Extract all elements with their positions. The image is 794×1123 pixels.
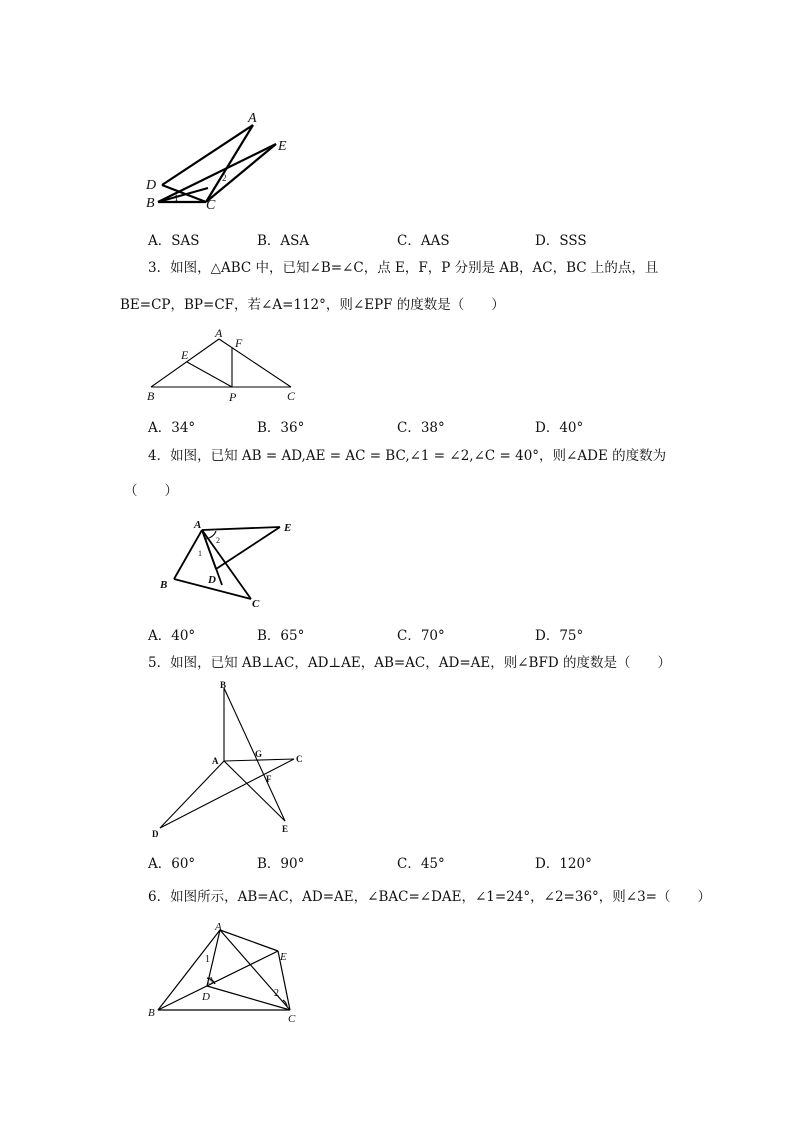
q4-option-c[interactable]: C．70° bbox=[397, 628, 445, 644]
q5-line-dc bbox=[160, 759, 294, 828]
q5-label-b: B bbox=[220, 680, 227, 690]
q5-line-ac bbox=[224, 759, 294, 761]
q3-option-d[interactable]: D．40° bbox=[535, 420, 584, 436]
q3-label-a: A bbox=[215, 326, 223, 340]
q4-label-a: A bbox=[194, 519, 202, 531]
q6-label-a: A bbox=[215, 921, 222, 933]
q2-line-ac bbox=[206, 125, 253, 202]
q3-line-ab bbox=[151, 339, 219, 387]
q3-option-a[interactable]: A．34° bbox=[148, 420, 196, 436]
q2-label-c: C bbox=[206, 198, 216, 213]
q3-label-c: C bbox=[287, 389, 296, 403]
q4-line-de bbox=[216, 527, 280, 569]
q5-label-g: G bbox=[255, 749, 263, 759]
q4-stem-line1: 4．如图，已知 AB = AD,AE = AC = BC,∠1 = ∠2,∠C = 40°，则∠ADE 的度数为 bbox=[148, 448, 667, 464]
q6-label-d: D bbox=[202, 991, 210, 1003]
q3-label-b: B bbox=[147, 389, 155, 403]
q3-label-f: F bbox=[235, 336, 243, 350]
q5-option-d[interactable]: D．120° bbox=[535, 856, 592, 872]
q2-label-a: A bbox=[248, 111, 257, 126]
q2-option-c[interactable]: C．AAS bbox=[397, 233, 450, 249]
q2-angle-2: 2 bbox=[222, 173, 227, 183]
q5-label-f: F bbox=[266, 774, 272, 784]
q3-label-p: P bbox=[229, 390, 237, 404]
q4-angle-2: 2 bbox=[216, 536, 220, 545]
q4-stem-line2: （ ） bbox=[124, 483, 178, 499]
q4-label-c: C bbox=[252, 598, 260, 610]
q4-option-b[interactable]: B．65° bbox=[257, 628, 305, 644]
q5-label-d: D bbox=[152, 829, 159, 839]
q4-option-a[interactable]: A．40° bbox=[148, 628, 196, 644]
q4-option-d[interactable]: D．75° bbox=[535, 628, 584, 644]
q6-label-b: B bbox=[148, 1007, 155, 1019]
q4-line-ae bbox=[202, 527, 280, 530]
q3-figure bbox=[140, 326, 310, 406]
q2-option-d[interactable]: D．SSS bbox=[535, 233, 587, 249]
q3-stem-line1: 3．如图，△ABC 中，已知∠B=∠C，点 E，F，P 分别是 AB，AC，BC 上的点，且 bbox=[148, 260, 659, 276]
q3-line-ac bbox=[219, 339, 291, 387]
q3-line-ep bbox=[187, 362, 232, 387]
q2-line-da bbox=[162, 125, 253, 185]
q2-label-e: E bbox=[278, 139, 287, 154]
q5-label-e: E bbox=[282, 824, 289, 834]
q3-stem-line2: BE=CP，BP=CF，若∠A=112°，则∠EPF 的度数是（ ） bbox=[120, 297, 505, 313]
q5-option-c[interactable]: C．45° bbox=[397, 856, 445, 872]
q4-label-e: E bbox=[284, 522, 292, 534]
q2-figure bbox=[140, 105, 300, 213]
q3-label-e: E bbox=[181, 348, 189, 362]
q5-line-ad bbox=[160, 761, 224, 828]
q6-angle-1: 1 bbox=[205, 954, 210, 965]
q6-line-ac bbox=[220, 930, 290, 1010]
q3-option-c[interactable]: C．38° bbox=[397, 420, 445, 436]
q6-label-c: C bbox=[288, 1013, 296, 1025]
q6-label-e: E bbox=[280, 951, 287, 963]
q3-option-b[interactable]: B．36° bbox=[257, 420, 305, 436]
q6-angle-3: 3 bbox=[208, 976, 213, 987]
q2-label-d: D bbox=[146, 178, 157, 193]
q6-angle-2: 2 bbox=[274, 988, 279, 999]
q5-option-a[interactable]: A．60° bbox=[148, 856, 196, 872]
q5-stem-line1: 5．如图，已知 AB⊥AC，AD⊥AE，AB=AC，AD=AE，则∠BFD 的度数是（ ） bbox=[148, 655, 671, 671]
q5-label-c: C bbox=[296, 754, 303, 764]
q5-line-ae bbox=[224, 761, 285, 821]
q4-figure bbox=[150, 513, 310, 613]
q2-option-b[interactable]: B．ASA bbox=[257, 233, 310, 249]
q5-label-a: A bbox=[212, 756, 219, 766]
q2-angle-1: 1 bbox=[174, 193, 179, 203]
q6-stem-line1: 6．如图所示，AB=AC，AD=AE，∠BAC=∠DAE，∠1=24°，∠2=36°，则∠3=（ ） bbox=[148, 889, 711, 905]
q4-label-d: D bbox=[208, 574, 216, 586]
q5-option-b[interactable]: B．90° bbox=[257, 856, 305, 872]
q2-option-a[interactable]: A．SAS bbox=[148, 233, 200, 249]
q6-figure bbox=[140, 918, 310, 1028]
q5-figure bbox=[140, 676, 320, 841]
q4-label-b: B bbox=[160, 579, 168, 591]
q2-label-b: B bbox=[146, 196, 155, 211]
q4-angle-1: 1 bbox=[198, 549, 202, 558]
